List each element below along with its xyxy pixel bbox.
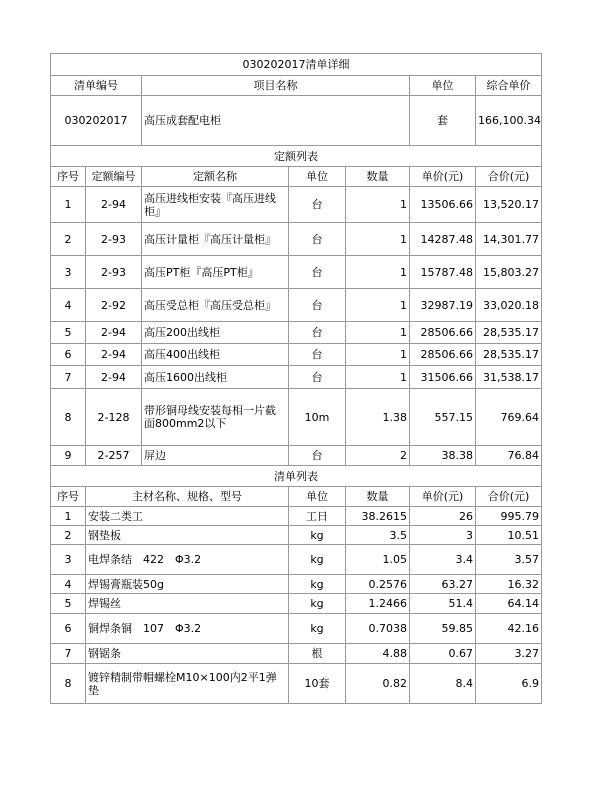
- material-total: 64.14: [476, 594, 542, 614]
- quota-row: [51, 187, 542, 223]
- material-unit: kg: [289, 614, 346, 644]
- materials-section-title: 清单列表: [51, 466, 542, 487]
- quota-price: 28506.66: [410, 344, 476, 366]
- quota-name: 高压200出线柜: [142, 322, 289, 344]
- quota-row: [51, 446, 542, 466]
- quota-unit: 台: [289, 256, 346, 289]
- material-price: 8.4: [410, 664, 476, 704]
- material-unit: kg: [289, 575, 346, 594]
- page-title: 030202017清单详细: [51, 54, 542, 76]
- material-total: 995.79: [476, 507, 542, 526]
- quota-total: 14,301.77: [476, 223, 542, 256]
- material-unit: kg: [289, 545, 346, 575]
- material-name: 焊锡膏瓶装50g: [86, 575, 289, 594]
- materials-col-price: 单价(元): [410, 487, 476, 507]
- material-total: 16.32: [476, 575, 542, 594]
- material-name: 镀锌精制带帽螺栓M10×100内2平1弹垫: [86, 664, 289, 704]
- material-unit: 根: [289, 644, 346, 664]
- materials-col-name: 主材名称、规格、型号: [86, 487, 289, 507]
- quota-row: [51, 223, 542, 256]
- material-unit: 10套: [289, 664, 346, 704]
- material-seq: 3: [51, 545, 86, 575]
- quota-unit: 台: [289, 187, 346, 223]
- material-unit: 工日: [289, 507, 346, 526]
- quota-total: 15,803.27: [476, 256, 542, 289]
- quota-qty: 2: [346, 446, 410, 466]
- quota-name: 高压受总柜『高压受总柜』: [142, 289, 289, 322]
- material-name: 钢锯条: [86, 644, 289, 664]
- quota-col-seq: 序号: [51, 167, 86, 187]
- materials-col-seq: 序号: [51, 487, 86, 507]
- quota-price: 38.38: [410, 446, 476, 466]
- material-name: 焊锡丝: [86, 594, 289, 614]
- material-name: 钢垫板: [86, 526, 289, 545]
- quota-qty: 1: [346, 289, 410, 322]
- material-unit: kg: [289, 526, 346, 545]
- material-qty: 38.2615: [346, 507, 410, 526]
- material-price: 3.4: [410, 545, 476, 575]
- material-qty: 1.2466: [346, 594, 410, 614]
- quota-header-row: [51, 167, 542, 187]
- quota-name: 高压计量柜『高压计量柜』: [142, 223, 289, 256]
- quota-qty: 1.38: [346, 389, 410, 446]
- quota-price: 13506.66: [410, 187, 476, 223]
- quota-seq: 1: [51, 187, 86, 223]
- material-qty: 0.82: [346, 664, 410, 704]
- item-price: 166,100.34: [476, 96, 542, 146]
- material-seq: 2: [51, 526, 86, 545]
- material-total: 10.51: [476, 526, 542, 545]
- quota-code: 2-94: [86, 187, 142, 223]
- header-col-code: 清单编号: [51, 76, 142, 96]
- materials-row: [51, 526, 542, 545]
- quota-qty: 1: [346, 256, 410, 289]
- quota-row: [51, 389, 542, 446]
- material-seq: 5: [51, 594, 86, 614]
- quota-unit: 台: [289, 322, 346, 344]
- materials-row: [51, 545, 542, 575]
- quota-qty: 1: [346, 223, 410, 256]
- quota-price: 31506.66: [410, 366, 476, 389]
- quota-code: 2-92: [86, 289, 142, 322]
- material-total: 3.57: [476, 545, 542, 575]
- quota-name: 高压1600出线柜: [142, 366, 289, 389]
- material-seq: 4: [51, 575, 86, 594]
- quota-total: 33,020.18: [476, 289, 542, 322]
- quota-col-name: 定额名称: [142, 167, 289, 187]
- quota-unit: 台: [289, 289, 346, 322]
- quota-seq: 6: [51, 344, 86, 366]
- quota-name: 高压进线柜安装『高压进线柜』: [142, 187, 289, 223]
- quota-row: [51, 344, 542, 366]
- quota-code: 2-94: [86, 344, 142, 366]
- quota-code: 2-257: [86, 446, 142, 466]
- quota-qty: 1: [346, 344, 410, 366]
- quota-qty: 1: [346, 187, 410, 223]
- quota-total: 13,520.17: [476, 187, 542, 223]
- quota-code: 2-93: [86, 256, 142, 289]
- quota-total: 76.84: [476, 446, 542, 466]
- quota-col-total: 合价(元): [476, 167, 542, 187]
- materials-row: [51, 614, 542, 644]
- material-price: 51.4: [410, 594, 476, 614]
- material-name: 电焊条结 422 Φ3.2: [86, 545, 289, 575]
- quota-col-unit: 单位: [289, 167, 346, 187]
- quota-price: 28506.66: [410, 322, 476, 344]
- item-code: 030202017: [51, 96, 142, 146]
- header-col-name: 项目名称: [142, 76, 410, 96]
- quota-seq: 4: [51, 289, 86, 322]
- quota-total: 28,535.17: [476, 322, 542, 344]
- item-name: 高压成套配电柜: [142, 96, 410, 146]
- quota-qty: 1: [346, 366, 410, 389]
- materials-col-unit: 单位: [289, 487, 346, 507]
- quota-col-qty: 数量: [346, 167, 410, 187]
- material-name: 安装二类工: [86, 507, 289, 526]
- quota-name: 高压PT柜『高压PT柜』: [142, 256, 289, 289]
- quota-name: 高压400出线柜: [142, 344, 289, 366]
- header-col-unit: 单位: [410, 76, 476, 96]
- material-total: 42.16: [476, 614, 542, 644]
- quota-unit: 台: [289, 344, 346, 366]
- materials-row: [51, 575, 542, 594]
- quota-col-price: 单价(元): [410, 167, 476, 187]
- material-seq: 8: [51, 664, 86, 704]
- quota-row: [51, 256, 542, 289]
- material-seq: 6: [51, 614, 86, 644]
- material-unit: kg: [289, 594, 346, 614]
- quota-row: [51, 366, 542, 389]
- quota-price: 32987.19: [410, 289, 476, 322]
- quota-row: [51, 322, 542, 344]
- quota-seq: 7: [51, 366, 86, 389]
- quota-unit: 10m: [289, 389, 346, 446]
- quota-price: 557.15: [410, 389, 476, 446]
- material-qty: 4.88: [346, 644, 410, 664]
- materials-row: [51, 507, 542, 526]
- quota-code: 2-93: [86, 223, 142, 256]
- material-qty: 3.5: [346, 526, 410, 545]
- quota-price: 14287.48: [410, 223, 476, 256]
- quota-unit: 台: [289, 366, 346, 389]
- quota-total: 769.64: [476, 389, 542, 446]
- material-qty: 0.2576: [346, 575, 410, 594]
- quota-total: 31,538.17: [476, 366, 542, 389]
- material-seq: 7: [51, 644, 86, 664]
- materials-header-row: [51, 487, 542, 507]
- quota-total: 28,535.17: [476, 344, 542, 366]
- quota-name: 带形铜母线安装每相一片截面800mm2以下: [142, 389, 289, 446]
- quota-name: 屏边: [142, 446, 289, 466]
- quota-seq: 5: [51, 322, 86, 344]
- materials-row: [51, 664, 542, 704]
- quota-section-title: 定额列表: [51, 146, 542, 167]
- material-price: 59.85: [410, 614, 476, 644]
- item-unit: 套: [410, 96, 476, 146]
- quota-seq: 3: [51, 256, 86, 289]
- header-col-price: 综合单价: [476, 76, 542, 96]
- quota-col-code: 定额编号: [86, 167, 142, 187]
- quota-code: 2-128: [86, 389, 142, 446]
- material-price: 26: [410, 507, 476, 526]
- materials-row: [51, 594, 542, 614]
- quota-row: [51, 289, 542, 322]
- quota-qty: 1: [346, 322, 410, 344]
- material-qty: 1.05: [346, 545, 410, 575]
- material-seq: 1: [51, 507, 86, 526]
- material-name: 铜焊条铜 107 Φ3.2: [86, 614, 289, 644]
- quota-seq: 9: [51, 446, 86, 466]
- quota-code: 2-94: [86, 366, 142, 389]
- materials-row: [51, 644, 542, 664]
- material-price: 63.27: [410, 575, 476, 594]
- quota-price: 15787.48: [410, 256, 476, 289]
- material-price: 0.67: [410, 644, 476, 664]
- quota-code: 2-94: [86, 322, 142, 344]
- material-total: 6.9: [476, 664, 542, 704]
- materials-col-qty: 数量: [346, 487, 410, 507]
- material-price: 3: [410, 526, 476, 545]
- quota-seq: 8: [51, 389, 86, 446]
- quota-unit: 台: [289, 223, 346, 256]
- quota-unit: 台: [289, 446, 346, 466]
- detail-table: [50, 53, 542, 704]
- material-total: 3.27: [476, 644, 542, 664]
- quota-seq: 2: [51, 223, 86, 256]
- material-qty: 0.7038: [346, 614, 410, 644]
- materials-col-total: 合价(元): [476, 487, 542, 507]
